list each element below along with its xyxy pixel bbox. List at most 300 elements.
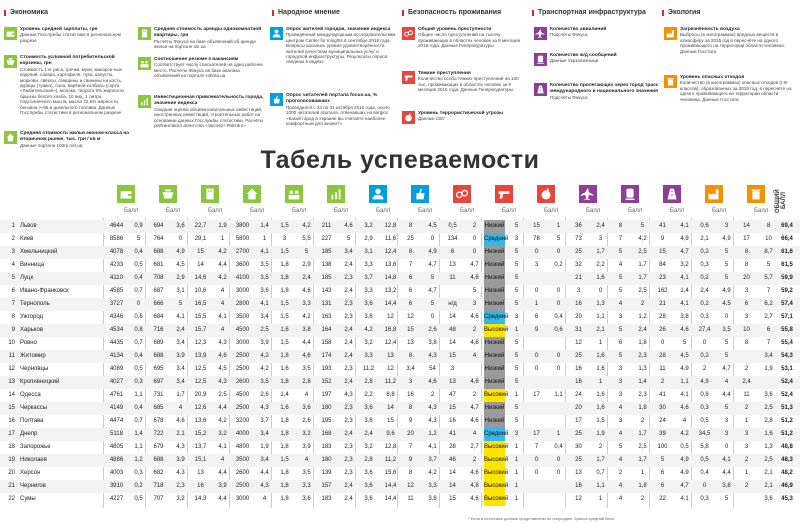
- table-cell: 2,4: [176, 327, 185, 333]
- table-cell: 157: [321, 483, 332, 489]
- table-cell: 4,6: [680, 405, 689, 411]
- table-cell: 1,4: [260, 223, 269, 229]
- table-cell: 12: [575, 340, 582, 346]
- table-cell: 12,8: [384, 223, 397, 229]
- row-city: Сумы: [20, 496, 36, 502]
- table-cell: 15,1: [194, 457, 207, 463]
- row-total: 55,4: [781, 340, 793, 346]
- row-total: 51,3: [781, 405, 793, 411]
- table-cell: 4500: [235, 327, 250, 333]
- table-cell: 12: [387, 366, 394, 372]
- table-cell: 4: [618, 496, 623, 502]
- table-cell: 0: [430, 314, 435, 320]
- table-cell: 2,4: [344, 496, 353, 502]
- table-cell: 4,9: [722, 236, 731, 242]
- table-cell: 13,9: [194, 353, 207, 359]
- table-cell: 1,7: [638, 275, 647, 281]
- table-cell: 3,2: [364, 340, 373, 346]
- table-cell: 1,2: [638, 314, 647, 320]
- row-total: 69,4: [781, 223, 793, 229]
- table-cell: 25: [575, 353, 582, 359]
- table-cell: 11: [407, 496, 414, 502]
- row-city: Николаев: [20, 457, 47, 463]
- table-cell: 3,9: [218, 483, 227, 489]
- table-cell: 34,5: [698, 431, 711, 437]
- legend-item-ecology-1: [664, 26, 794, 78]
- table-cell: 17: [533, 431, 540, 437]
- table-cell: 0: [556, 470, 561, 476]
- ball-label: Балл: [628, 208, 643, 214]
- table-cell: 3800: [235, 223, 250, 229]
- table-cell: 2: [472, 223, 477, 229]
- table-cell: 1,5: [596, 418, 605, 424]
- ball-label: Балл: [376, 208, 391, 214]
- ball-label: Балл: [460, 208, 475, 214]
- legend-item-opinion-2: [270, 92, 396, 136]
- table-cell: 0: [472, 236, 477, 242]
- row-rank: 5: [11, 275, 15, 281]
- table-cell: 6: [408, 275, 413, 281]
- table-cell: 2,1: [700, 236, 709, 242]
- table-cell: 3,4: [260, 457, 269, 463]
- category-economy-title: Экономика: [4, 9, 48, 16]
- table-row: [0, 402, 800, 415]
- ball-label: Балл: [334, 208, 349, 214]
- table-cell: [526, 402, 547, 415]
- table-cell: 4,7: [428, 288, 437, 294]
- table-cell: 0: [178, 236, 183, 242]
- legend-item-name: Тяжкие преступления: [418, 71, 471, 76]
- terror-level-cell: Низкий: [484, 220, 505, 233]
- table-cell: 12,5: [194, 366, 207, 372]
- table-cell: 16: [575, 366, 582, 372]
- table-cell: 1: [744, 418, 749, 424]
- table-cell: 4: [724, 379, 729, 385]
- table-cell: 1,8: [280, 470, 289, 476]
- table-cell: 2: [640, 496, 645, 502]
- table-cell: 13: [407, 340, 414, 346]
- table-cell: 3,9: [260, 340, 269, 346]
- table-cell: 4,5: [218, 366, 227, 372]
- table-cell: 2,4: [344, 431, 353, 437]
- table-cell: 4,9: [700, 379, 709, 385]
- row-rank: 2: [11, 236, 15, 242]
- table-cell: 17: [743, 236, 750, 242]
- table-cell: 3: [724, 418, 729, 424]
- table-cell: 4,1: [680, 301, 689, 307]
- table-cell: 5: [724, 496, 729, 502]
- table-cell: 5: [682, 340, 687, 346]
- footnote: * Если в источнике данные представлены по полугодию, брался средний балл: [468, 516, 615, 521]
- table-cell: 4,1: [722, 457, 731, 463]
- table-cell: 2,6: [260, 392, 269, 398]
- table-cell: 1,1: [680, 379, 689, 385]
- table-cell: 12: [575, 496, 582, 502]
- table-cell: 2,5: [764, 405, 773, 411]
- table-cell: 31: [575, 327, 582, 333]
- table-cell: 3: [618, 392, 623, 398]
- table-cell: 4078: [109, 249, 124, 255]
- table-cell: 5: [514, 275, 519, 281]
- table-cell: 0,3: [700, 262, 709, 268]
- table-cell: 1,3: [638, 366, 647, 372]
- table-cell: 183: [321, 496, 332, 502]
- table-cell: 2800: [235, 301, 250, 307]
- table-cell: 5: [766, 262, 771, 268]
- table-cell: 5118: [110, 431, 123, 437]
- table-cell: 2,4: [344, 262, 353, 268]
- table-cell: 15: [533, 223, 540, 229]
- table-cell: 0,7: [134, 288, 143, 294]
- table-cell: 1,6: [596, 353, 605, 359]
- table-cell: 0: [534, 353, 539, 359]
- table-cell: 5: [136, 236, 141, 242]
- table-cell: 3: [744, 288, 749, 294]
- table-cell: 1,8: [638, 405, 647, 411]
- train-icon: [534, 53, 547, 66]
- table-cell: 8,8: [386, 392, 395, 398]
- table-cell: 2: [640, 418, 645, 424]
- row-rank: 22: [8, 496, 15, 502]
- row-city: Черновцы: [20, 366, 49, 372]
- table-cell: 1,5: [280, 301, 289, 307]
- terror-level-cell: Низкий: [484, 285, 505, 298]
- table-cell: 3,5: [302, 366, 311, 372]
- table-cell: 7: [766, 340, 771, 346]
- table-row: [0, 298, 800, 311]
- legend-item-security-1: [402, 26, 528, 52]
- legend-item-name: Соотношение резюме к вакансиям: [154, 57, 239, 62]
- legend-item-desc: Данные Госслужбы статистики в региональном разрезе: [20, 32, 121, 43]
- legend-item-name: Средняя стоимость аренды однокомнатной квартиры, грн: [154, 27, 262, 39]
- table-cell: 2: [744, 457, 749, 463]
- legend-item-name: Опрос читателей портала focus.ua, % проголосовавших: [286, 93, 378, 105]
- table-cell: 4,3: [176, 470, 185, 476]
- table-cell: 3500: [235, 314, 250, 320]
- column-header-building-icon: [188, 184, 232, 204]
- table-cell: 4,6: [470, 275, 479, 281]
- table-cell: 183: [321, 444, 332, 450]
- table-cell: 2,8: [764, 418, 773, 424]
- row-total: 48,2: [781, 470, 793, 476]
- legend-item-desc: Расчёты Фокуса на базе объявлений об аренде жилья на портале olx.ua: [154, 38, 256, 50]
- table-cell: 1,3: [764, 444, 773, 450]
- table-cell: 4,6: [428, 379, 437, 385]
- table-row: [0, 246, 800, 259]
- table-cell: 1: [640, 470, 645, 476]
- table-cell: 1,7: [638, 262, 647, 268]
- table-cell: 3,2: [680, 262, 689, 268]
- table-cell: 4474: [109, 418, 124, 424]
- table-cell: 2,3: [344, 470, 353, 476]
- table-cell: 20: [575, 314, 582, 320]
- table-cell: [758, 376, 779, 389]
- table-cell: 7: [408, 262, 413, 268]
- row-city: Харьков: [20, 327, 44, 333]
- table-cell: 17: [533, 392, 540, 398]
- terror-level-cell: Высокий: [484, 493, 505, 506]
- table-cell: 11,2: [384, 379, 397, 385]
- table-cell: 20,9: [194, 392, 207, 398]
- table-row: [0, 233, 800, 246]
- table-cell: 1: [514, 496, 519, 502]
- legend-item-transport-1: [534, 26, 660, 46]
- legend-item-ecology-2: [664, 74, 794, 126]
- table-cell: 15: [407, 327, 414, 333]
- table-cell: 1,1: [134, 444, 143, 450]
- table-cell: 1,6: [596, 405, 605, 411]
- table-cell: 3,8: [428, 496, 437, 502]
- gun-icon: [402, 71, 415, 84]
- table-cell: 197: [321, 392, 332, 398]
- terror-level-cell: Средний: [484, 428, 505, 441]
- table-cell: 26: [659, 327, 666, 333]
- legend-item-name: Уровень террористической угрозы: [418, 111, 504, 116]
- table-cell: 8: [408, 249, 413, 255]
- table-cell: 2,4: [344, 327, 353, 333]
- table-cell: 24: [659, 418, 666, 424]
- waste-icon: [664, 75, 677, 88]
- table-cell: 4,6: [470, 314, 479, 320]
- table-cell: 4,6: [470, 470, 479, 476]
- legend-item-desc: Стоимость 1 кг риса, гречки, муки, макарон-ных изделий, сахара, картофеля, лука, капусты, моркови, свёклы, говядины и свинины на кость, курицы (тушка), сала, варёной колбасы (сорта «Любительская»), молока, творога 9% жирности, брынзы белого хлеба, 10 яиц, 1 литра подсолнечного масла, масла 72,5% жирности, бензина А-95 и дизельного топлива. Данные Госслужбы статистики в региональном разрезе: [20, 66, 125, 116]
- table-cell: 0: [534, 249, 539, 255]
- table-cell: 1: [598, 340, 603, 346]
- table-cell: 4,4: [218, 470, 227, 476]
- table-cell: 164: [321, 327, 332, 333]
- page-title: Табель успеваемости: [260, 146, 540, 174]
- category-ecology-title: Экология: [662, 9, 700, 16]
- table-cell: 13,2: [384, 288, 397, 294]
- table-cell: 4,6: [680, 327, 689, 333]
- table-cell: 1,5: [280, 457, 289, 463]
- table-cell: 4: [220, 457, 225, 463]
- table-cell: 4,4: [722, 470, 731, 476]
- table-cell: 13: [197, 470, 204, 476]
- table-cell: 0: [598, 288, 603, 294]
- table-cell: 5: [514, 301, 519, 307]
- table-cell: 6: [534, 314, 539, 320]
- row-city: Ровно: [20, 340, 37, 346]
- table-cell: 14: [449, 314, 456, 320]
- table-cell: 0,5: [700, 418, 709, 424]
- table-cell: 1,7: [596, 457, 605, 463]
- table-cell: 1: [534, 301, 539, 307]
- table-cell: 14: [449, 483, 456, 489]
- table-cell: 15: [387, 418, 394, 424]
- table-cell: 0,3: [134, 379, 143, 385]
- table-cell: 4,6: [470, 379, 479, 385]
- table-row: [0, 389, 800, 402]
- table-cell: 2: [472, 457, 477, 463]
- table-cell: 1,1: [134, 392, 143, 398]
- row-rank: 6: [11, 288, 15, 294]
- table-cell: 17: [575, 418, 582, 424]
- person-icon: [270, 27, 283, 40]
- table-cell: 29,1: [194, 236, 207, 242]
- ball-label: Балл: [250, 208, 265, 214]
- table-cell: 2: [472, 327, 477, 333]
- table-cell: 0,6: [700, 223, 709, 229]
- table-cell: 13,6: [194, 418, 207, 424]
- table-cell: 4,1: [176, 314, 185, 320]
- table-cell: 4: [472, 353, 477, 359]
- table-cell: 20: [407, 431, 414, 437]
- terror-level-cell: Низкий: [484, 259, 505, 272]
- table-cell: 4,4: [218, 405, 227, 411]
- table-cell: 2,8: [302, 379, 311, 385]
- table-cell: 4,2: [260, 353, 269, 359]
- terror-level-cell: Низкий: [484, 415, 505, 428]
- table-cell: 4,2: [218, 249, 227, 255]
- table-cell: 4089: [109, 366, 124, 372]
- table-cell: 694: [153, 223, 164, 229]
- legend-item-name: Количество пролегающих через город трасс международного и национального значения: [550, 83, 659, 95]
- table-cell: 5: [618, 275, 623, 281]
- table-cell: 4,2: [302, 223, 311, 229]
- row-rank: 16: [8, 418, 15, 424]
- table-cell: 3,2: [176, 496, 185, 502]
- people-icon: [138, 57, 151, 70]
- table-cell: 4,1: [680, 223, 689, 229]
- table-cell: 5: [346, 236, 351, 242]
- row-total: 54,3: [781, 353, 793, 359]
- table-cell: 2: [598, 444, 603, 450]
- table-cell: 0,3: [700, 314, 709, 320]
- table-cell: 0,8: [700, 392, 709, 398]
- table-cell: 2,5: [764, 457, 773, 463]
- table-cell: 2,3: [638, 353, 647, 359]
- legend-item-desc: Проведённый международным исследовательским центром Center for Insights в сентябре 2016 года. Вопросы касались уровня удовлетворённости жителей качеством муниципальных услуг и городской инфраструктуры. Результаты опроса сведены в индекс: [286, 32, 396, 65]
- table-cell: 681: [153, 262, 164, 268]
- table-cell: [526, 272, 547, 285]
- table-cell: 4,4: [260, 470, 269, 476]
- table-cell: 688: [153, 457, 164, 463]
- table-cell: 2,3: [344, 457, 353, 463]
- legend-item-name: Уровень средней зарплаты, грн: [20, 27, 98, 32]
- table-cell: 2,6: [428, 327, 437, 333]
- table-cell: 2,4: [638, 327, 647, 333]
- table-cell: 2,4: [596, 223, 605, 229]
- table-cell: 3,9: [302, 444, 311, 450]
- table-row: [0, 272, 800, 285]
- table-cell: 3,6: [260, 288, 269, 294]
- table-cell: 0,3: [700, 496, 709, 502]
- table-cell: [548, 272, 569, 285]
- table-cell: 4,6: [302, 353, 311, 359]
- table-cell: 1: [744, 470, 749, 476]
- table-cell: 8: [408, 353, 413, 359]
- ball-label: Балл: [292, 208, 307, 214]
- table-cell: 3000: [235, 496, 250, 502]
- legend-item-name: Стоимость условной потребительской корзины, грн: [20, 55, 115, 67]
- table-cell: 3: [618, 379, 623, 385]
- table-row: [0, 415, 800, 428]
- table-cell: 4: [220, 327, 225, 333]
- table-cell: 3,2: [218, 431, 227, 437]
- table-cell: [526, 376, 547, 389]
- table-cell: 4: [618, 301, 623, 307]
- legend-item-transport-2: [534, 52, 660, 74]
- table-cell: 1,9: [218, 223, 227, 229]
- column-header-person-icon: [356, 184, 400, 204]
- table-cell: 174: [321, 353, 332, 359]
- table-cell: н/д: [448, 301, 457, 307]
- table-cell: 5,8: [700, 444, 709, 450]
- table-cell: 6: [450, 249, 455, 255]
- table-cell: 2,2: [364, 392, 373, 398]
- legend-item-desc: Общее число преступлений на тысячу проживающих в областях человек за 9 месяцев 2016 года. Данные Генпрокуратуры: [418, 32, 521, 49]
- table-cell: 4,3: [218, 379, 227, 385]
- table-cell: 8586: [109, 236, 124, 242]
- chart-icon: [327, 185, 345, 203]
- table-cell: 3,4: [260, 314, 269, 320]
- table-cell: 152: [321, 379, 332, 385]
- row-rank: 9: [11, 327, 15, 333]
- table-row: [0, 493, 800, 506]
- column-header-plane-icon: [566, 184, 610, 204]
- table-cell: 1,6: [280, 327, 289, 333]
- table-cell: 3,5: [302, 470, 311, 476]
- table-cell: 1,6: [280, 405, 289, 411]
- legend-item-economy-1: [4, 26, 132, 52]
- table-cell: 0: [724, 314, 729, 320]
- table-cell: 163: [321, 314, 332, 320]
- table-cell: 5: [618, 327, 623, 333]
- table-cell: 8: [408, 405, 413, 411]
- table-cell: 4,3: [428, 405, 437, 411]
- table-cell: 3,3: [364, 353, 373, 359]
- table-cell: 0,7: [596, 470, 605, 476]
- table-cell: 14,4: [384, 496, 397, 502]
- table-cell: 4: [304, 457, 309, 463]
- terror-level-cell: Низкий: [484, 337, 505, 350]
- category-security-title: Безопасность проживания: [402, 9, 501, 16]
- table-cell: 138: [321, 262, 332, 268]
- table-cell: 2,2: [596, 262, 605, 268]
- table-cell: 180: [321, 457, 332, 463]
- table-cell: 84: [659, 262, 666, 268]
- legend-item-economy-2: [4, 54, 132, 116]
- table-cell: 5: [724, 353, 729, 359]
- table-cell: 3,6: [364, 418, 373, 424]
- table-cell: 4346: [109, 314, 124, 320]
- ball-label: Балл: [166, 208, 181, 214]
- table-cell: 3: [282, 236, 287, 242]
- building-icon: [138, 27, 151, 40]
- table-cell: 3000: [235, 340, 250, 346]
- row-city: Полтава: [20, 418, 44, 424]
- table-cell: 4,6: [218, 353, 227, 359]
- table-cell: 4,6: [470, 418, 479, 424]
- table-cell: 3: [724, 431, 729, 437]
- table-cell: 0,7: [134, 340, 143, 346]
- table-cell: 4: [304, 392, 309, 398]
- table-cell: 54: [429, 366, 436, 372]
- table-cell: 1,5: [280, 223, 289, 229]
- table-cell: 12,4: [384, 249, 397, 255]
- table-cell: 1,5: [280, 249, 289, 255]
- table-cell: 5: [430, 301, 435, 307]
- table-cell: 3: [744, 431, 749, 437]
- table-cell: 15: [449, 496, 456, 502]
- table-cell: 139: [321, 470, 332, 476]
- legend-item-name: Средняя стоимость жилья эконом-класса на вторичном рынке, тыс. грн / кв м: [20, 131, 129, 143]
- table-row: [0, 311, 800, 324]
- row-total: 57,1: [781, 314, 793, 320]
- table-cell: 14: [449, 470, 456, 476]
- table-cell: 731: [153, 392, 164, 398]
